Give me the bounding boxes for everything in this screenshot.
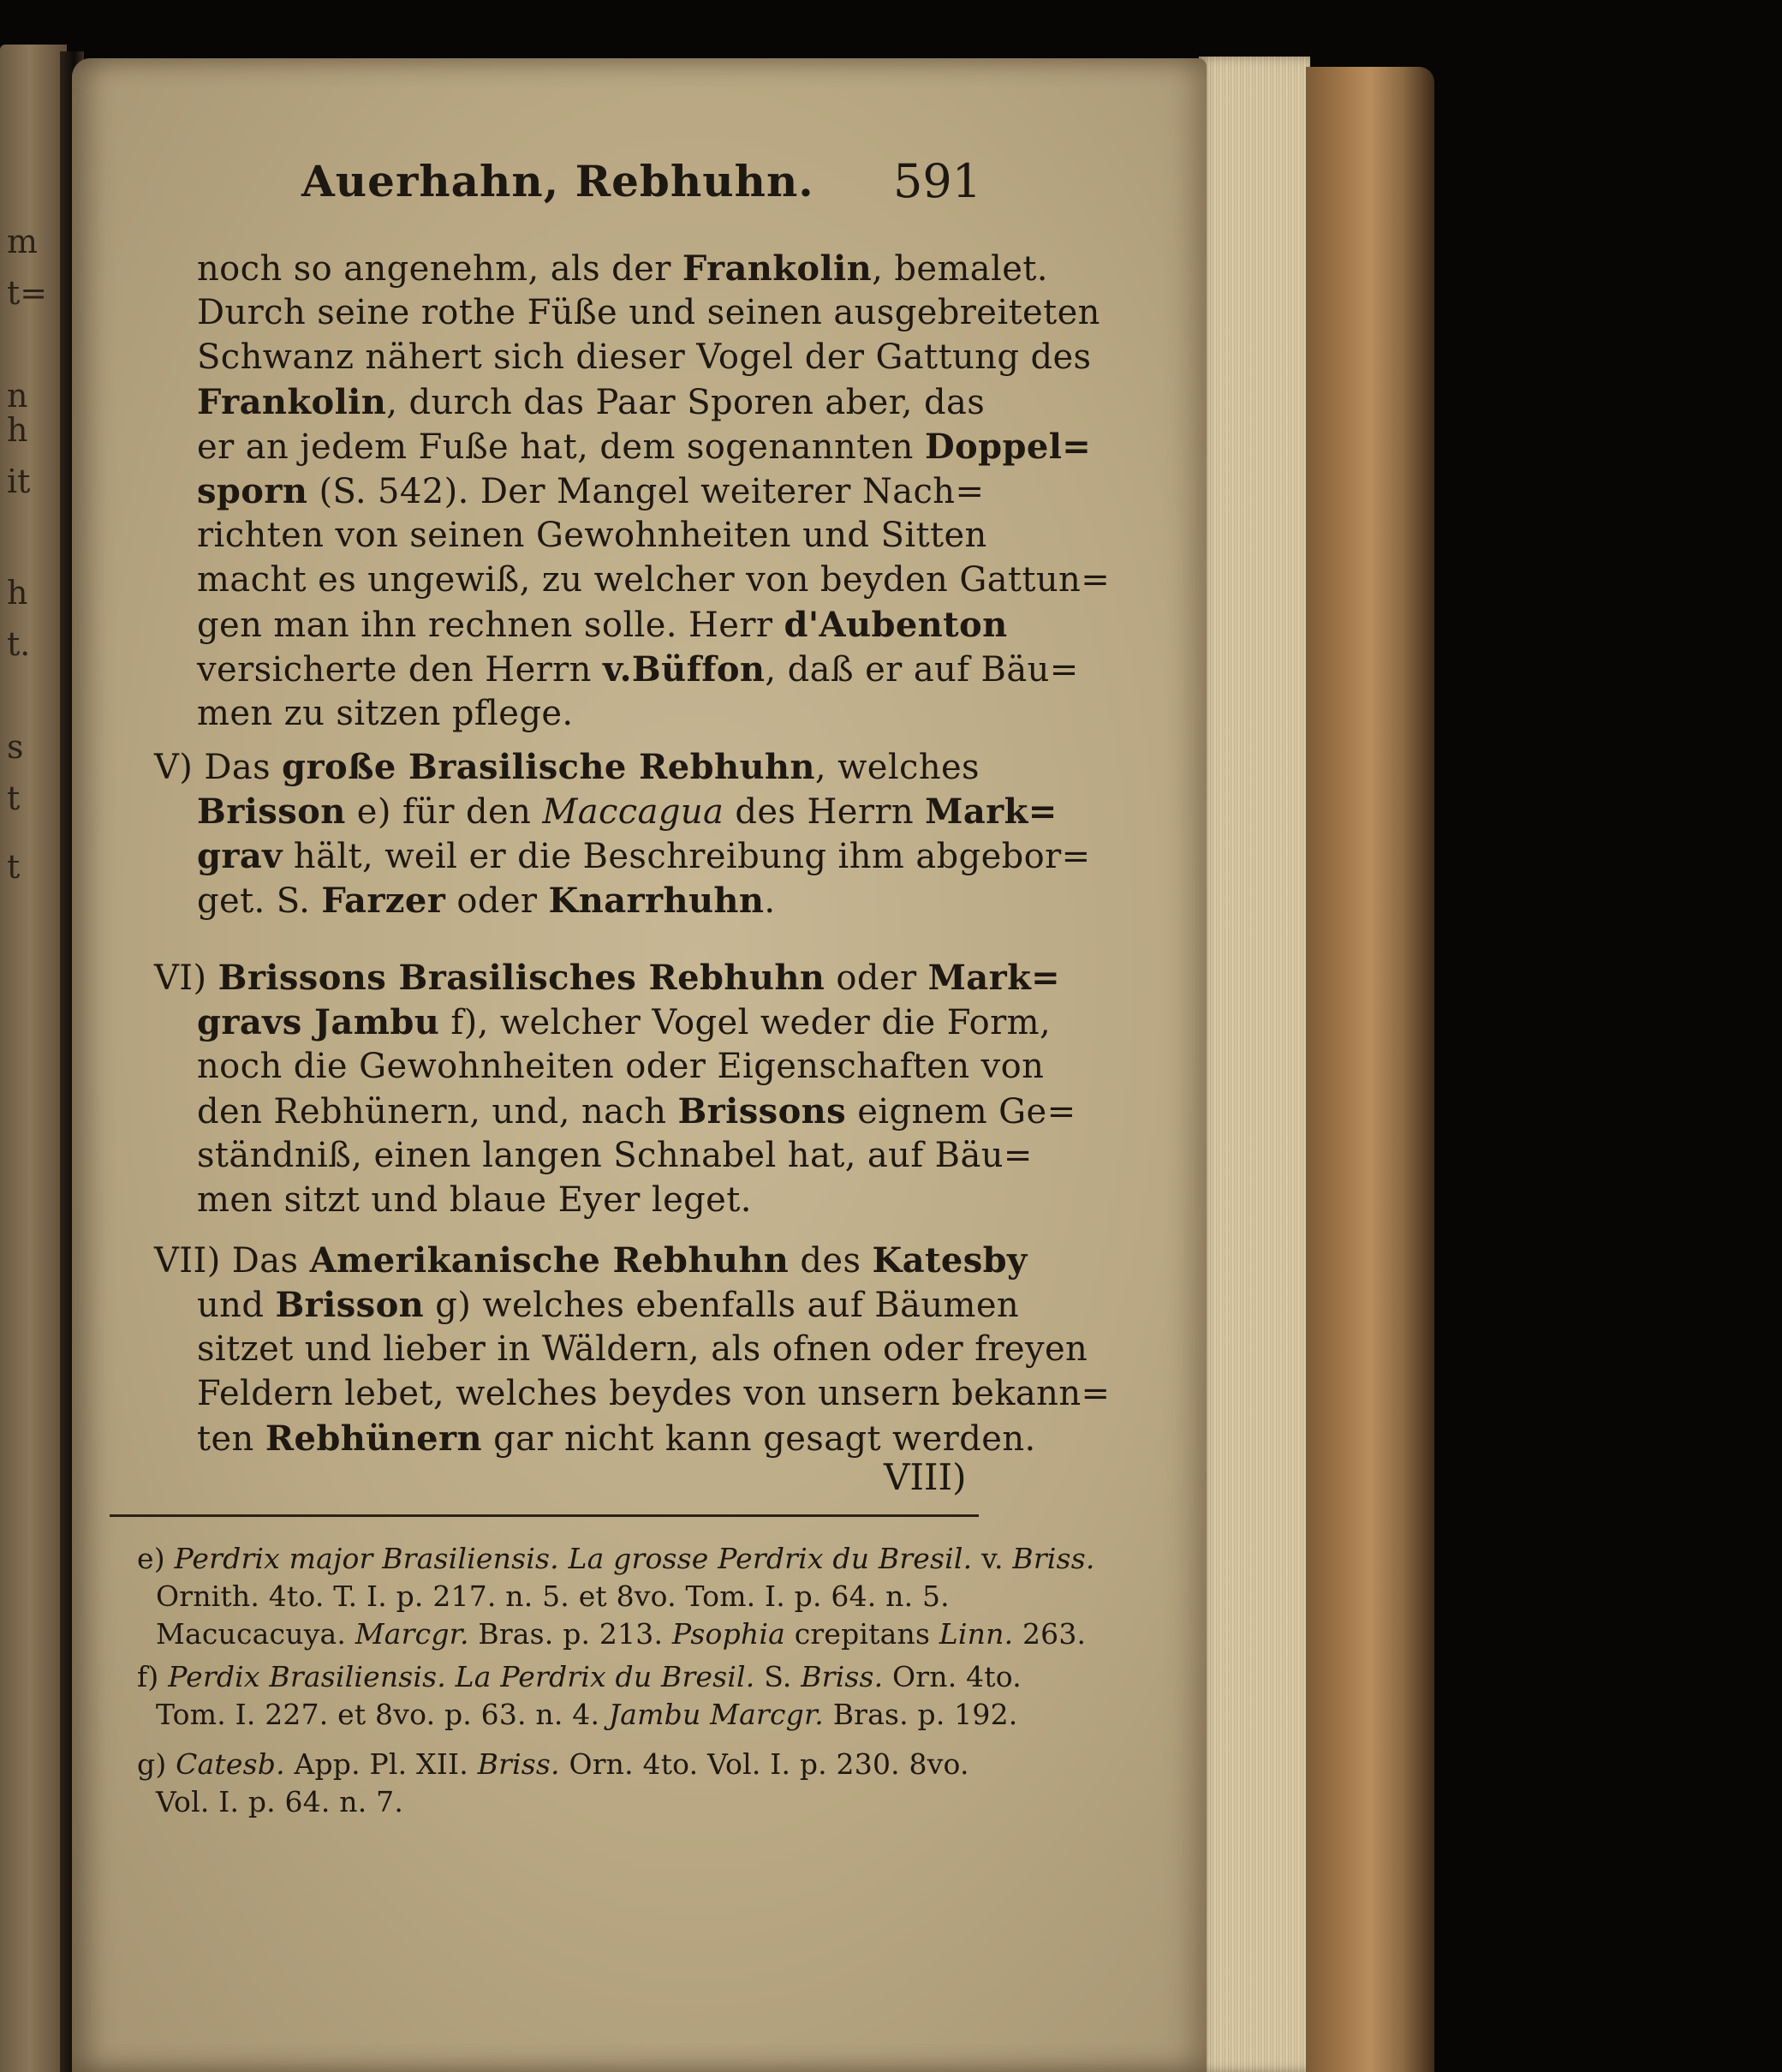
text-run: sporn — [197, 471, 308, 511]
left-page-fragment: n — [7, 377, 28, 415]
text-run: richten von seinen Gewohnheiten und Sitten — [197, 516, 987, 555]
text-run: men sitzt und blaue Eyer leget. — [197, 1180, 752, 1220]
text-run: Feldern lebet, welches beydes von unsern bekann= — [197, 1374, 1111, 1413]
text-run: Rebhünern — [265, 1418, 482, 1459]
paragraph-line — [197, 248, 1048, 289]
section-vi-line — [197, 1047, 1044, 1086]
text-run: Orn. 4to. Vol. I. p. 230. 8vo. — [559, 1747, 969, 1781]
text-run: des — [789, 1241, 873, 1281]
text-run: e) für den — [345, 792, 543, 832]
text-run: Linn. — [939, 1617, 1014, 1651]
paragraph-line — [197, 427, 1091, 467]
paragraph-line — [197, 293, 1100, 332]
text-run: Durch seine rothe Füße und seinen ausgebreiteten — [197, 293, 1100, 332]
text-run: noch die Gewohnheiten oder Eigenschaften von — [197, 1047, 1045, 1086]
text-run: Brisson — [275, 1285, 425, 1325]
footnote-line — [156, 1785, 403, 1818]
left-page-fragment: h — [7, 574, 28, 612]
text-run: Perdrix major Brasiliensis. La grosse Perdrix du Bresil. — [174, 1542, 973, 1575]
text-run: Ornith. 4to. T. I. p. 217. n. 5. et 8vo. Tom. I. p. 64. n. 5. — [156, 1579, 950, 1613]
footnote-line — [156, 1698, 1018, 1731]
text-run: macht es ungewiß, zu welcher von beyden Gattun= — [197, 560, 1111, 600]
footnote-line — [137, 1660, 1022, 1693]
text-run: . — [764, 881, 776, 921]
text-run: g) welches ebenfalls auf Bäumen — [424, 1286, 1020, 1325]
text-run: Frankolin — [682, 248, 873, 289]
text-run: Macucacuya. — [156, 1617, 355, 1651]
left-page-fragment: it — [7, 463, 31, 500]
text-run: Katesby — [872, 1240, 1028, 1281]
text-run: große Brasilische Rebhuhn — [282, 747, 815, 787]
text-run: 263. — [1013, 1617, 1087, 1651]
text-run: Schwanz nähert sich dieser Vogel der Gattung des — [197, 337, 1092, 377]
paragraph-line — [197, 382, 985, 422]
text-run: Bras. p. 192. — [824, 1698, 1018, 1731]
text-run: Frankolin — [197, 382, 387, 422]
text-run: versicherte den Herrn — [197, 650, 603, 690]
text-run: sitzet und lieber in Wäldern, als ofnen oder freyen — [197, 1329, 1088, 1369]
text-run: , bemalet. — [872, 249, 1048, 289]
footnote-line — [156, 1617, 1086, 1651]
paragraph-line — [197, 516, 987, 555]
text-run: hält, weil er die Beschreibung ihm abgebor= — [282, 837, 1091, 876]
paragraph-line — [197, 337, 1091, 377]
text-run: get. S. — [197, 881, 322, 921]
text-run: , durch das Paar Sporen aber, das — [386, 383, 986, 422]
text-run: Catesb. — [176, 1747, 285, 1781]
text-run: App. Pl. XII. — [284, 1747, 478, 1781]
section-vi-line — [197, 1091, 1076, 1132]
text-run: gravs Jambu — [197, 1002, 440, 1042]
page-block-edges — [1199, 57, 1310, 2072]
left-page-fragment: m — [7, 223, 39, 260]
text-run: Brisson — [197, 791, 346, 832]
text-run: noch so angenehm, als der — [197, 249, 682, 289]
text-run: , daß er auf Bäu= — [765, 650, 1079, 690]
text-run: grav — [197, 836, 283, 876]
section-vii-line — [197, 1285, 1019, 1325]
text-run: f) — [137, 1660, 169, 1693]
section-vii-line — [154, 1240, 1028, 1281]
text-run: eignem Ge= — [846, 1092, 1076, 1132]
paragraph-line — [197, 471, 984, 511]
text-run: VI) — [154, 958, 218, 998]
text-run: Vol. I. p. 64. n. 7. — [156, 1785, 404, 1818]
paragraph-line — [197, 694, 574, 733]
left-page-fragment: t= — [7, 274, 48, 312]
left-page-fragment: t — [7, 779, 21, 817]
paragraph-line — [197, 560, 1110, 600]
text-run: gen man ihn rechnen solle. Herr — [197, 606, 784, 645]
text-run: S. — [754, 1660, 802, 1693]
text-run: Brissons Brasilisches Rebhuhn — [218, 958, 825, 998]
footnote-line — [137, 1747, 969, 1781]
section-v-line — [154, 747, 980, 787]
left-page-fragment: t — [7, 848, 21, 886]
section-v-line — [197, 881, 776, 921]
text-run: gar nicht kann gesagt werden. — [481, 1419, 1036, 1459]
section-vi-line — [197, 1180, 752, 1220]
text-run: VII) Das — [154, 1241, 310, 1281]
left-page-fragment: t. — [7, 625, 31, 663]
text-run: und — [197, 1286, 276, 1325]
text-run: (S. 542). Der Mangel weiterer Nach= — [307, 472, 985, 511]
paragraph-line — [197, 649, 1079, 690]
text-run: Psophia — [671, 1617, 786, 1651]
text-run: Brissons — [677, 1091, 847, 1132]
catchword: VIII) — [884, 1456, 967, 1498]
left-page-edge — [0, 45, 67, 2072]
text-run: ständniß, einen langen Schnabel hat, auf Bäu= — [197, 1136, 1033, 1175]
book-binding — [1306, 67, 1434, 2072]
text-run: Maccagua — [542, 792, 724, 832]
running-title: Auerhahn, Rebhuhn. — [301, 156, 814, 206]
text-run: d'Aubenton — [784, 605, 1008, 645]
text-run: Briss. — [477, 1747, 560, 1781]
text-run: V) Das — [154, 748, 283, 787]
text-run: Doppel= — [924, 427, 1092, 467]
text-run: ten — [197, 1419, 265, 1459]
text-run: Marcgr. — [355, 1617, 469, 1651]
text-run: , welches — [814, 748, 980, 787]
text-run: crepitans — [785, 1617, 939, 1651]
section-vii-line — [197, 1374, 1110, 1413]
text-run: Farzer — [321, 881, 446, 921]
section-vii-line — [197, 1329, 1088, 1369]
left-page-fragment: h — [7, 411, 28, 449]
text-run: Jambu Marcgr. — [608, 1698, 824, 1731]
footnote-rule — [110, 1514, 979, 1517]
text-run: Bras. p. 213. — [468, 1617, 672, 1651]
text-run: oder — [445, 881, 549, 921]
text-run: Tom. I. 227. et 8vo. p. 63. n. 4. — [156, 1698, 609, 1731]
text-run: Mark= — [927, 958, 1061, 998]
text-run: oder — [825, 958, 928, 998]
text-run: Perdix Brasiliensis. La Perdrix du Bresil. — [168, 1660, 755, 1693]
text-run: v.Büffon — [602, 649, 766, 690]
section-v-line — [197, 836, 1091, 876]
text-run: Orn. 4to. — [883, 1660, 1022, 1693]
text-run: Mark= — [925, 791, 1058, 832]
text-run: Briss. — [1012, 1542, 1095, 1575]
text-run: men zu sitzen pflege. — [197, 694, 574, 733]
footnote-line — [156, 1579, 950, 1613]
paragraph-line — [197, 605, 1008, 645]
section-vi-line — [197, 1002, 1051, 1042]
text-run: des Herrn — [724, 792, 926, 832]
section-vi-line — [154, 958, 1060, 998]
text-run: f), welcher Vogel weder die Form, — [439, 1003, 1052, 1042]
section-vi-line — [197, 1136, 1033, 1175]
section-v-line — [197, 791, 1058, 832]
text-run: den Rebhünern, und, nach — [197, 1092, 678, 1132]
text-run: Briss. — [801, 1660, 884, 1693]
text-run: e) — [137, 1542, 175, 1575]
text-run: er an jedem Fuße hat, dem sogenannten — [197, 427, 925, 467]
text-run: Amerikanische Rebhuhn — [309, 1240, 790, 1281]
left-page-fragment: s — [7, 728, 24, 766]
page-number: 591 — [893, 154, 982, 208]
text-run: Knarrhuhn — [548, 881, 765, 921]
text-run: g) — [137, 1747, 176, 1781]
footnote-line — [137, 1542, 1095, 1575]
text-run: v. — [972, 1542, 1013, 1575]
section-vii-line — [197, 1418, 1036, 1459]
